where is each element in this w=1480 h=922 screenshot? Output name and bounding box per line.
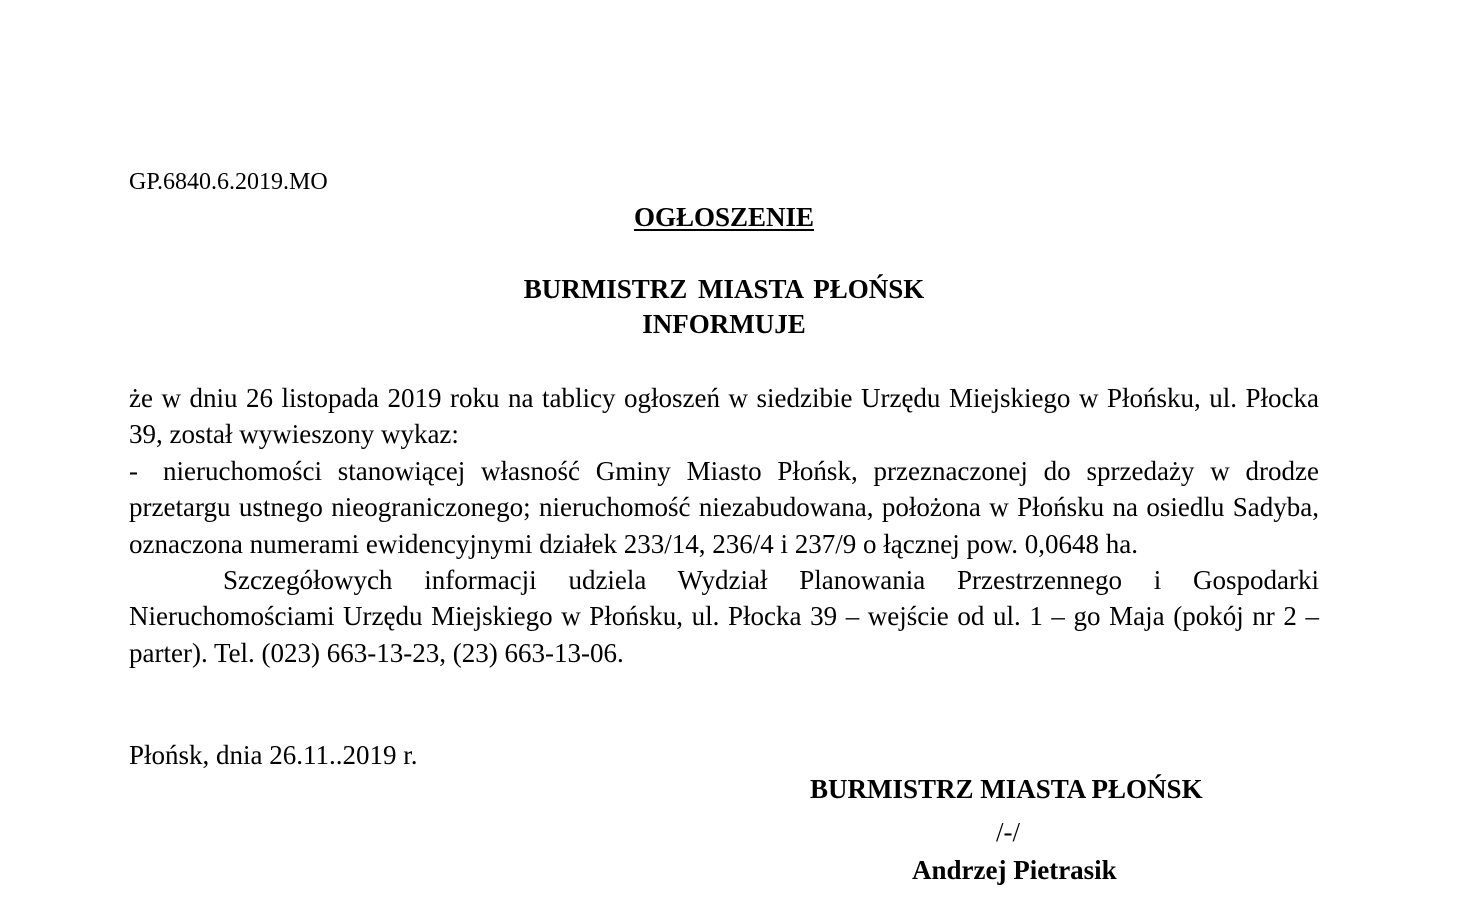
info-paragraph: Szczegółowych informacji udziela Wydział Planowania Przestrzennego i Gospodarki Nieruchomościami Urzędu Miejskiego w Płońsku, ul. Płocka 39 – wejście od ul. 1 – go Maja (pokój nr 2 – parter). Tel. (023) 663-13-23, (23) 663-13-06. [129, 565, 1319, 668]
document-title-text: OGŁOSZENIE [633, 202, 815, 232]
place-date: Płońsk, dnia 26.11..2019 r. [129, 740, 418, 770]
reference-number: GP.6840.6.2019.MO [129, 169, 328, 195]
announcement-body [129, 380, 1319, 671]
list-item [129, 453, 1319, 562]
list-item-text: nieruchomości stanowiącej własność Gminy Miasto Płońsk, przeznaczonej do sprzedaży w drodze przetargu ustnego nieograniczonego; nieruchomość niezabudowana, położona w Płońsku na osiedlu Sadyba, oznaczona numerami ewidencyjnymi działek 233/14, 236/4 i 237/9 o łącznej pow. 0,0648 ha. [129, 455, 1319, 559]
document-title [0, 201, 1448, 233]
intro-paragraph: że w dniu 26 listopada 2019 roku na tablicy ogłoszeń w siedzibie Urzędu Miejskiego w Płońsku, ul. Płocka 39, został wywieszony wykaz: [129, 383, 1319, 450]
list-dash: - [129, 455, 138, 486]
heading-informs: INFORMUJE [642, 309, 806, 339]
signatory-title: BURMISTRZ MIASTA PŁOŃSK [810, 774, 1203, 804]
heading-authority: BURMISTRZ MIASTA PŁOŃSK [523, 274, 925, 304]
signature-mark: /-/ [996, 817, 1020, 847]
signatory-name: Andrzej Pietrasik [912, 855, 1117, 885]
